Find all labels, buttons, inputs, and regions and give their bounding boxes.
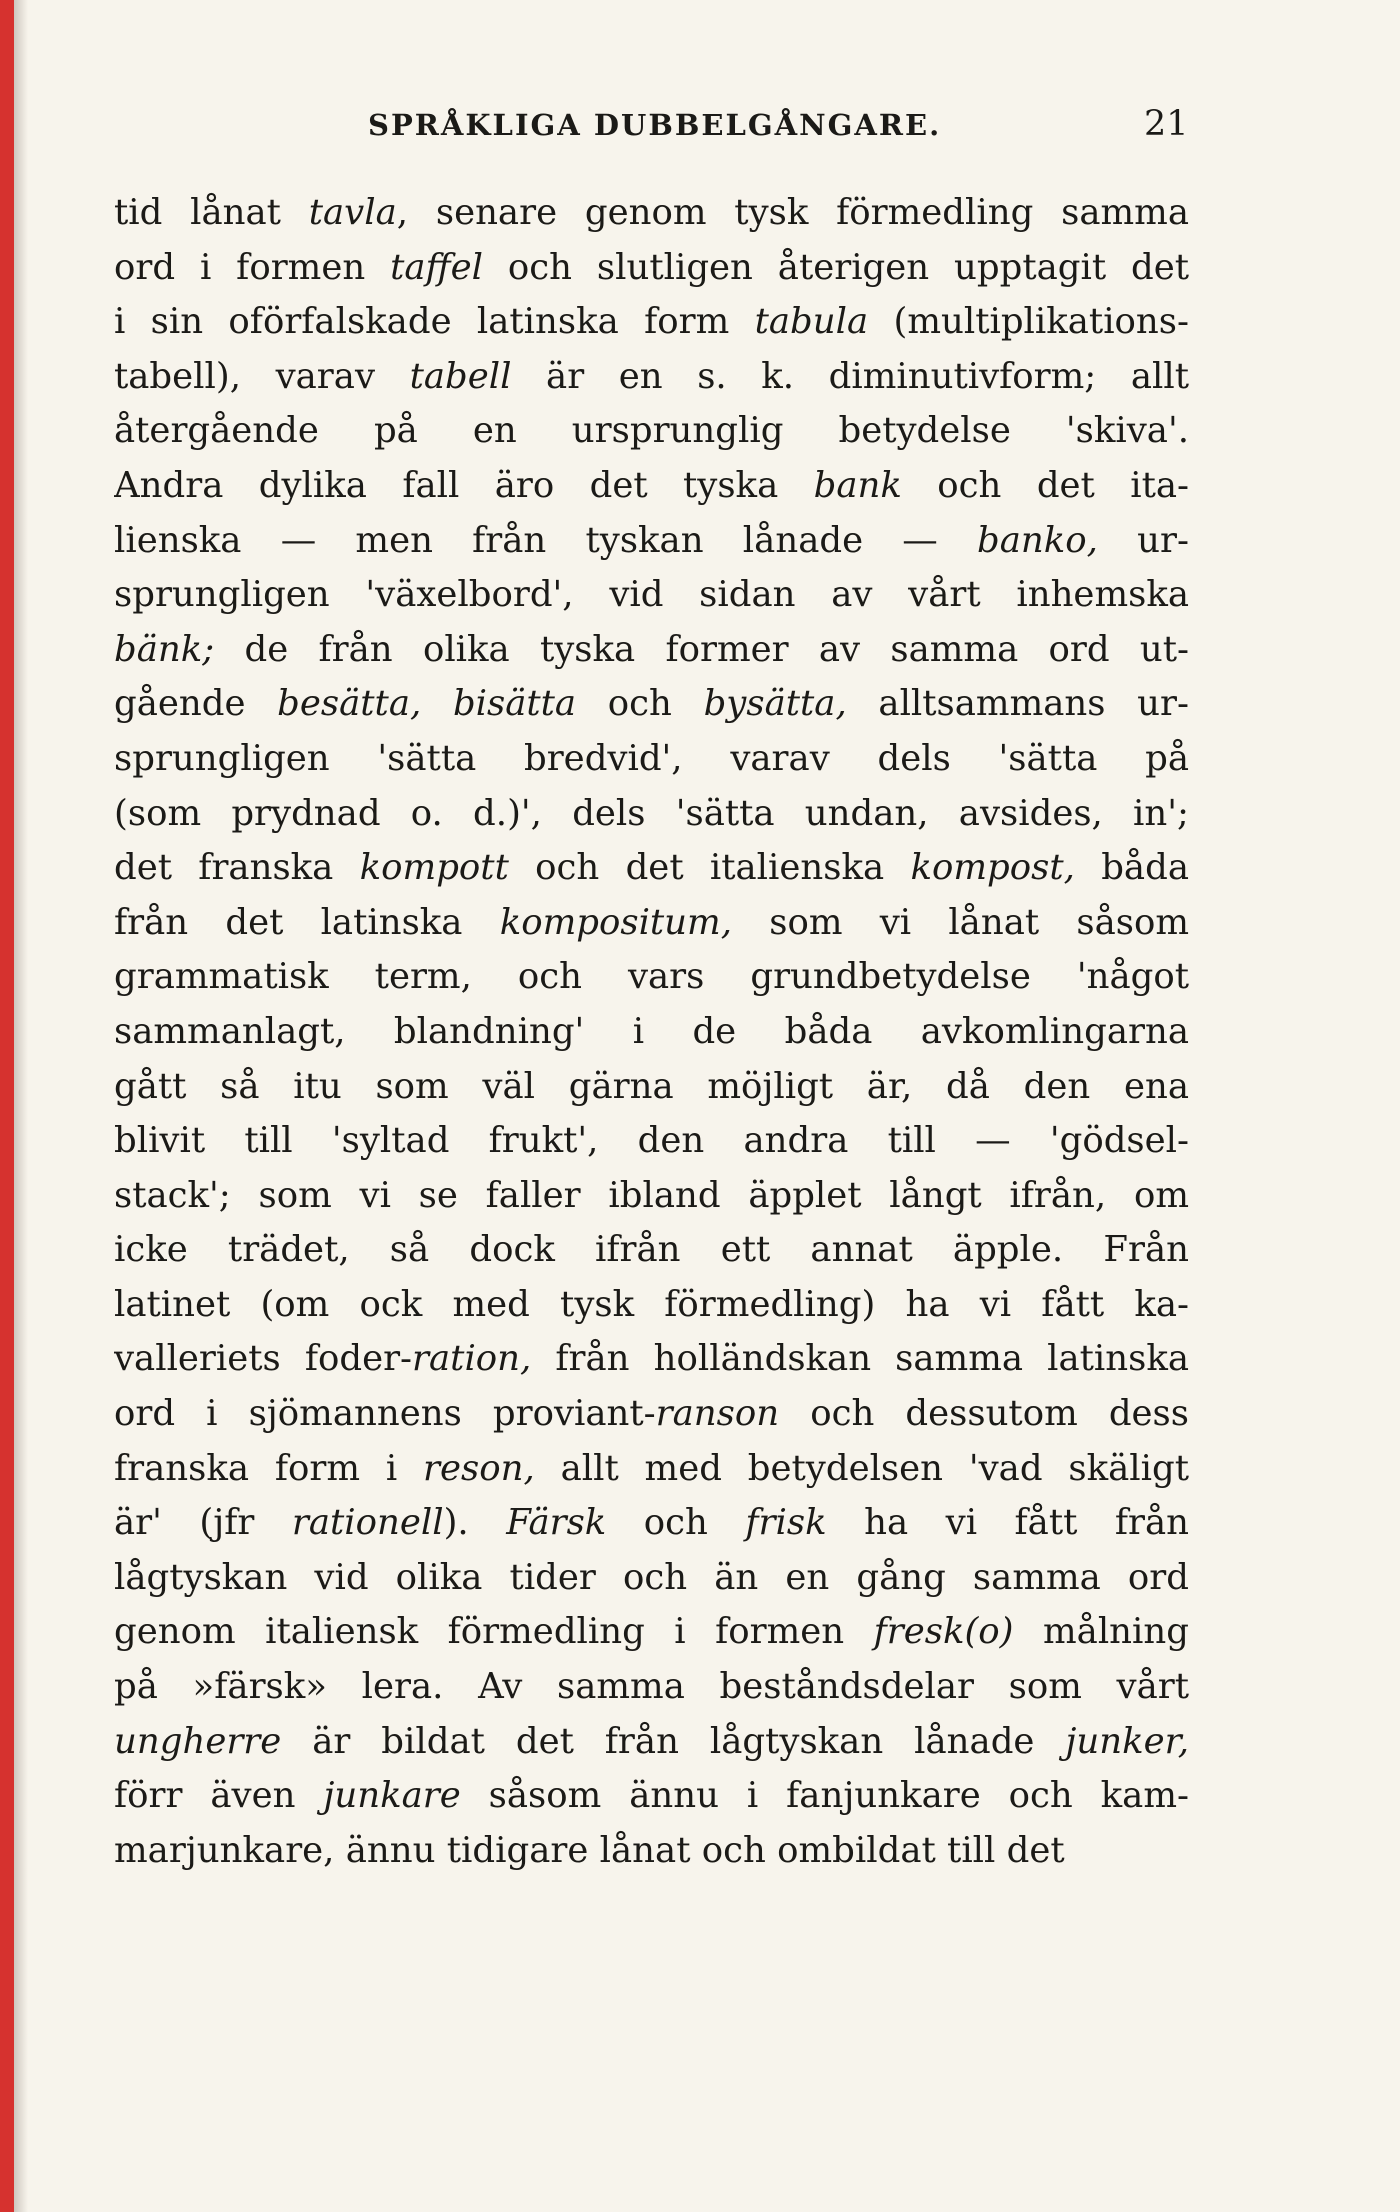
text-run: de från olika tyska former av samma ord ut-	[214, 628, 1189, 670]
text-run: ).	[443, 1502, 507, 1544]
text-run: och	[576, 683, 704, 725]
italic-word: ration,	[412, 1338, 532, 1380]
text-run: i sin oförfalskade latinska form	[114, 301, 755, 343]
italic-word: fresk(o)	[873, 1611, 1014, 1653]
italic-word: taffel	[390, 246, 484, 288]
italic-word: kompott	[359, 847, 509, 889]
text-line	[114, 404, 1189, 459]
text-run: och dessutom dess	[779, 1393, 1189, 1435]
italic-word: ungherre	[114, 1720, 282, 1762]
text-line	[114, 568, 1189, 623]
text-line	[114, 787, 1189, 842]
italic-word: tabell	[409, 355, 512, 397]
text-run: från det latinska	[114, 901, 500, 943]
text-line	[114, 1278, 1189, 1333]
text-line	[114, 350, 1189, 405]
italic-word: tavla	[308, 192, 397, 233]
page-gutter-shadow	[14, 0, 28, 2212]
text-run: lienska — men från tyskan lånade —	[114, 519, 978, 561]
text-line	[114, 1332, 1189, 1387]
text-run: från holländskan samma latinska	[531, 1338, 1189, 1380]
text-run: och det italienska	[508, 847, 911, 889]
italic-word: banko,	[977, 519, 1098, 561]
text-line	[114, 1551, 1189, 1606]
text-run: marjunkare, ännu tidigare lånat och ombildat till det	[114, 1829, 1065, 1871]
text-line	[114, 1660, 1189, 1715]
text-run: franska form i	[114, 1447, 424, 1489]
text-line	[114, 514, 1189, 569]
text-run: på »färsk» lera. Av samma beståndsdelar som vårt	[114, 1666, 1189, 1708]
text-run: tid lånat	[114, 192, 309, 233]
text-run: målning	[1013, 1611, 1189, 1653]
text-run: Andra dylika fall äro det tyska	[114, 464, 814, 506]
text-line	[114, 1387, 1189, 1442]
text-run: är en s. k. diminutivform; allt	[511, 355, 1189, 397]
text-line	[114, 1060, 1189, 1115]
text-run: sammanlagt, blandning' i de båda avkomlingarna	[114, 1010, 1189, 1052]
text-run: (multiplikations-	[868, 301, 1189, 343]
text-run: gående	[114, 683, 278, 725]
text-line	[114, 1223, 1189, 1278]
text-run: båda	[1074, 847, 1189, 889]
text-run: grammatisk term, och vars grundbetydelse 'något	[114, 956, 1189, 998]
text-line	[114, 1769, 1189, 1824]
text-run: ha vi fått från	[826, 1502, 1189, 1544]
text-run: är' (jfr	[114, 1502, 292, 1544]
text-line	[114, 1005, 1189, 1060]
text-run: alltsammans ur-	[846, 683, 1189, 725]
italic-word: bänk;	[114, 628, 215, 670]
italic-word: frisk	[745, 1502, 827, 1544]
text-line	[114, 295, 1189, 350]
text-line	[114, 1169, 1189, 1224]
text-run: som vi lånat såsom	[732, 901, 1189, 943]
body-text	[114, 186, 1189, 1878]
italic-word: rationell	[291, 1502, 444, 1544]
italic-word: ranson	[655, 1393, 780, 1435]
italic-word: tabula	[754, 301, 869, 343]
text-run: blivit till 'syltad frukt', den andra till — 'gödsel-	[114, 1120, 1189, 1162]
italic-word: junkare	[323, 1775, 461, 1817]
text-run: genom italiensk förmedling i formen	[114, 1611, 874, 1653]
text-line	[114, 1114, 1189, 1169]
text-run: allt med betydelsen 'vad skäligt	[534, 1447, 1189, 1489]
text-line	[114, 1605, 1189, 1660]
text-run: är bildat det från lågtyskan lånade	[281, 1720, 1066, 1762]
text-line	[114, 1715, 1189, 1770]
italic-word: reson,	[423, 1447, 535, 1489]
text-run: , senare genom tysk förmedling samma	[396, 192, 1189, 233]
text-run: sprungligen 'växelbord', vid sidan av vårt inhemska	[114, 574, 1189, 616]
text-run: såsom ännu i fanjunkare och kam-	[460, 1775, 1189, 1817]
italic-word: bank	[813, 464, 902, 506]
text-run: ur-	[1097, 519, 1189, 561]
text-line	[114, 732, 1189, 787]
text-run: återgående på en ursprunglig betydelse 'skiva'.	[114, 410, 1189, 452]
page-binding-edge	[0, 0, 14, 2212]
text-line	[114, 623, 1189, 678]
text-run: latinet (om ock med tysk förmedling) ha vi fått ka-	[114, 1283, 1189, 1325]
text-run: gått så itu som väl gärna möjligt är, då den ena	[114, 1065, 1189, 1107]
italic-word: kompost,	[910, 847, 1075, 889]
text-line	[114, 896, 1189, 951]
text-run: det franska	[114, 847, 360, 889]
text-run: och slutligen återigen upptagit det	[483, 246, 1189, 288]
text-run: tabell), varav	[114, 355, 410, 397]
text-run: ord i sjömannens proviant-	[114, 1393, 656, 1435]
text-line	[114, 1824, 1189, 1879]
text-run: lågtyskan vid olika tider och än en gång samma ord	[114, 1556, 1189, 1598]
text-line	[114, 459, 1189, 514]
page-number: 21	[1144, 104, 1189, 144]
italic-word: besätta, bisätta	[277, 683, 577, 725]
text-line	[114, 841, 1189, 896]
running-head: SPRÅKLIGA DUBBELGÅNGARE.	[368, 108, 942, 142]
text-run: icke trädet, så dock ifrån ett annat äpple. Från	[114, 1229, 1189, 1271]
italic-word: Färsk	[506, 1502, 607, 1544]
text-run: valleriets foder-	[114, 1338, 413, 1380]
italic-word: kompositum,	[499, 901, 732, 943]
text-line	[114, 186, 1189, 241]
italic-word: bysätta,	[703, 683, 847, 725]
italic-word: junker,	[1065, 1720, 1189, 1762]
text-run: stack'; som vi se faller ibland äpplet långt ifrån, om	[114, 1174, 1189, 1216]
text-run: och	[606, 1502, 746, 1544]
text-run: (som prydnad o. d.)', dels 'sätta undan, avsides, in';	[114, 792, 1189, 834]
text-line	[114, 1442, 1189, 1497]
text-line	[114, 677, 1189, 732]
text-line	[114, 1496, 1189, 1551]
text-run: sprungligen 'sätta bredvid', varav dels 'sätta på	[114, 737, 1189, 779]
text-run: förr även	[114, 1775, 324, 1817]
text-run: och det ita-	[901, 464, 1189, 506]
text-run: ord i formen	[114, 246, 391, 288]
text-line	[114, 241, 1189, 296]
text-line	[114, 950, 1189, 1005]
